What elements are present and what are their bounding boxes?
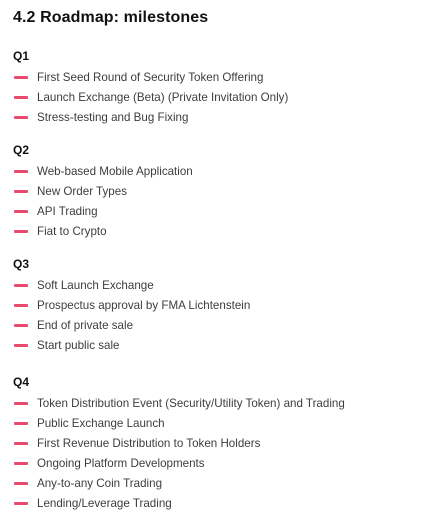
quarter-label: Q3 (13, 257, 30, 271)
list-item (13, 221, 418, 241)
list-item (13, 201, 418, 221)
quarter-section-q1 (13, 49, 418, 127)
milestone-text: Launch Exchange (Beta) (Private Invitation Only) (37, 90, 289, 104)
roadmap-document (13, 8, 418, 513)
list-item (13, 315, 418, 335)
dash-bullet-icon (14, 482, 28, 485)
dash-bullet-icon (14, 230, 28, 233)
dash-bullet-icon (14, 402, 28, 405)
milestone-text: Ongoing Platform Developments (37, 456, 205, 470)
milestone-text: Soft Launch Exchange (37, 278, 154, 292)
list-item (13, 433, 418, 453)
list-item (13, 473, 418, 493)
dash-bullet-icon (14, 442, 28, 445)
list-item (13, 393, 418, 413)
dash-bullet-icon (14, 462, 28, 465)
milestone-text: Fiat to Crypto (37, 224, 107, 238)
dash-bullet-icon (14, 284, 28, 287)
list-item (13, 493, 418, 513)
dash-bullet-icon (14, 324, 28, 327)
milestone-text: Lending/Leverage Trading (37, 496, 172, 510)
dash-bullet-icon (14, 76, 28, 79)
quarter-label: Q4 (13, 375, 30, 389)
milestone-text: New Order Types (37, 184, 127, 198)
dash-bullet-icon (14, 304, 28, 307)
milestone-text: Any-to-any Coin Trading (37, 476, 163, 490)
dash-bullet-icon (14, 210, 28, 213)
dash-bullet-icon (14, 422, 28, 425)
milestone-list (13, 161, 418, 241)
dash-bullet-icon (14, 170, 28, 173)
quarter-section-q3 (13, 257, 418, 355)
quarter-section-q2 (13, 143, 418, 241)
dash-bullet-icon (14, 116, 28, 119)
list-item (13, 453, 418, 473)
milestone-list (13, 67, 418, 127)
milestone-text: Token Distribution Event (Security/Utility Token) and Trading (37, 396, 345, 410)
list-item (13, 161, 418, 181)
milestone-text: First Seed Round of Security Token Offering (37, 70, 264, 84)
quarter-label: Q2 (13, 143, 30, 157)
page-title: 4.2 Roadmap: milestones (13, 9, 209, 26)
milestone-text: API Trading (37, 204, 98, 218)
milestone-list (13, 275, 418, 355)
milestone-text: Web-based Mobile Application (37, 164, 193, 178)
dash-bullet-icon (14, 190, 28, 193)
dash-bullet-icon (14, 502, 28, 505)
list-item (13, 413, 418, 433)
dash-bullet-icon (14, 344, 28, 347)
list-item (13, 295, 418, 315)
list-item (13, 67, 418, 87)
milestone-text: Public Exchange Launch (37, 416, 165, 430)
milestone-text: First Revenue Distribution to Token Holders (37, 436, 261, 450)
list-item (13, 107, 418, 127)
quarter-label: Q1 (13, 49, 30, 63)
list-item (13, 275, 418, 295)
milestone-text: Prospectus approval by FMA Lichtenstein (37, 298, 251, 312)
milestone-list (13, 393, 418, 513)
milestone-text: End of private sale (37, 318, 134, 332)
list-item (13, 335, 418, 355)
dash-bullet-icon (14, 96, 28, 99)
quarter-section-q4 (13, 375, 418, 513)
milestone-text: Stress-testing and Bug Fixing (37, 110, 189, 124)
list-item (13, 87, 418, 107)
list-item (13, 181, 418, 201)
milestone-text: Start public sale (37, 338, 120, 352)
